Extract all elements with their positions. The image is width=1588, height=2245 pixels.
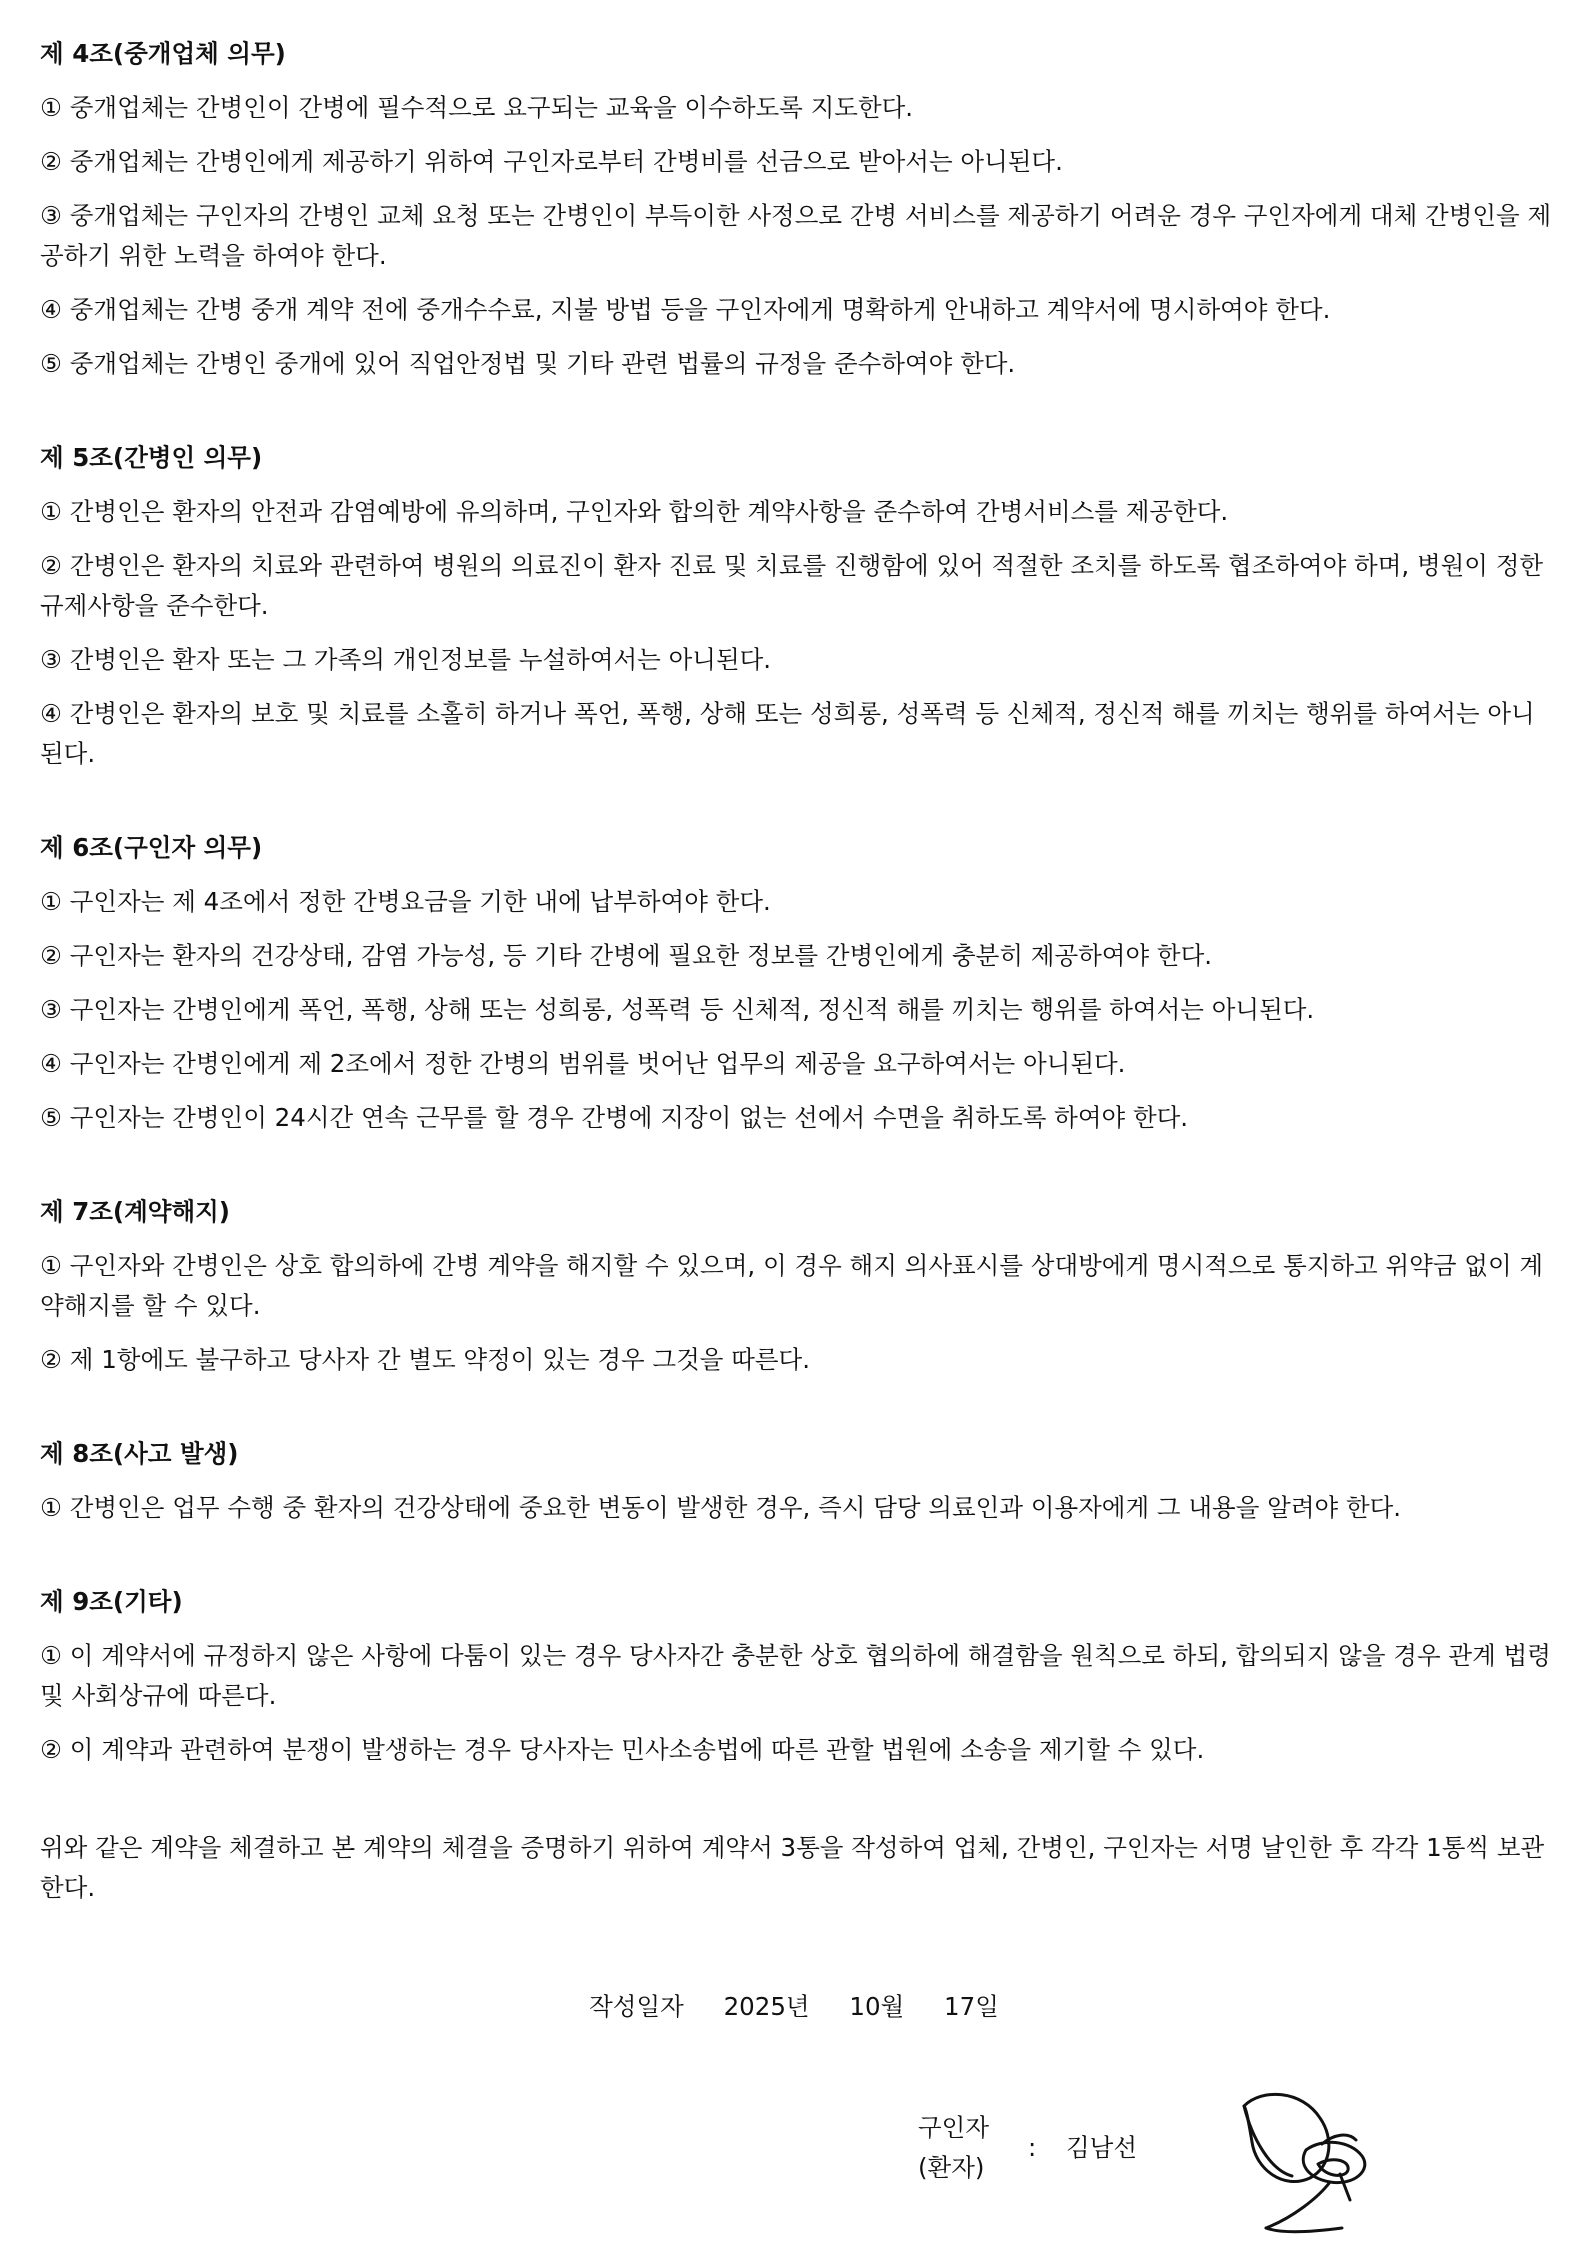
article-clause: ② 이 계약과 관련하여 분쟁이 발생하는 경우 당사자는 민사소송법에 따른 관할 법원에 소송을 제기할 수 있다. bbox=[40, 1735, 1205, 1764]
date-line bbox=[0, 1988, 1588, 2023]
article-clause: ③ 중개업체는 구인자의 간병인 교체 요청 또는 간병인이 부득이한 사정으로 간병 서비스를 제공하기 어려운 경우 구인자에게 대체 간병인을 제공하기 위한 노력을 하여야 한다. bbox=[40, 201, 1552, 270]
signer-role-line2: (환자) bbox=[918, 2153, 985, 2182]
article-clause: ② 간병인은 환자의 치료와 관련하여 병원의 의료진이 환자 진료 및 치료를 진행함에 있어 적절한 조치를 하도록 협조하여야 하며, 병원이 정한 규제사항을 준수한다. bbox=[40, 551, 1544, 620]
article-clause: ① 간병인은 업무 수행 중 환자의 건강상태에 중요한 변동이 발생한 경우, 즉시 담당 의료인과 이용자에게 그 내용을 알려야 한다. bbox=[40, 1493, 1402, 1522]
article-clause: ④ 간병인은 환자의 보호 및 치료를 소홀히 하거나 폭언, 폭행, 상해 또는 성희롱, 성폭력 등 신체적, 정신적 해를 끼치는 행위를 하여서는 아니된다. bbox=[40, 699, 1535, 768]
article-clause: ① 구인자와 간병인은 상호 합의하에 간병 계약을 해지할 수 있으며, 이 경우 해지 의사표시를 상대방에게 명시적으로 통지하고 위약금 없이 계약해지를 할 수 있다. bbox=[40, 1251, 1544, 1320]
article-section bbox=[40, 1434, 1555, 1528]
article-section bbox=[40, 1582, 1555, 1770]
article-section bbox=[40, 1192, 1555, 1380]
handwritten-signature bbox=[1222, 2078, 1402, 2238]
article-section bbox=[40, 828, 1555, 1138]
article-clause: ② 제 1항에도 불구하고 당사자 간 별도 약정이 있는 경우 그것을 따른다. bbox=[40, 1345, 811, 1374]
article-clause: ① 중개업체는 간병인이 간병에 필수적으로 요구되는 교육을 이수하도록 지도한다. bbox=[40, 93, 914, 122]
article-clause: ① 이 계약서에 규정하지 않은 사항에 다툼이 있는 경우 당사자간 충분한 상호 협의하에 해결함을 원칙으로 하되, 합의되지 않을 경우 관계 법령 및 사회상규에 따른다. bbox=[40, 1641, 1551, 1710]
article-clause: ① 간병인은 환자의 안전과 감염예방에 유의하며, 구인자와 합의한 계약사항을 준수하여 간병서비스를 제공한다. bbox=[40, 497, 1229, 526]
article-title: 제 5조(간병인 의무) bbox=[40, 443, 263, 472]
date-month: 10월 bbox=[849, 1992, 905, 2021]
article-title: 제 7조(계약해지) bbox=[40, 1197, 230, 1226]
article-title: 제 9조(기타) bbox=[40, 1587, 183, 1616]
article-title: 제 8조(사고 발생) bbox=[40, 1439, 239, 1468]
date-day: 17일 bbox=[944, 1992, 999, 2021]
article-clause: ⑤ 구인자는 간병인이 24시간 연속 근무를 할 경우 간병에 지장이 없는 선에서 수면을 취하도록 하여야 한다. bbox=[40, 1103, 1189, 1132]
article-title: 제 4조(중개업체 의무) bbox=[40, 39, 286, 68]
article-clause: ② 중개업체는 간병인에게 제공하기 위하여 구인자로부터 간병비를 선금으로 받아서는 아니된다. bbox=[40, 147, 1063, 176]
article-title: 제 6조(구인자 의무) bbox=[40, 833, 263, 862]
article-clause: ③ 간병인은 환자 또는 그 가족의 개인정보를 누설하여서는 아니된다. bbox=[40, 645, 772, 674]
article-clause: ⑤ 중개업체는 간병인 중개에 있어 직업안정법 및 기타 관련 법률의 규정을 준수하여야 한다. bbox=[40, 349, 1016, 378]
date-year: 2025년 bbox=[723, 1992, 810, 2021]
article-clause: ④ 중개업체는 간병 중개 계약 전에 중개수수료, 지불 방법 등을 구인자에게 명확하게 안내하고 계약서에 명시하여야 한다. bbox=[40, 295, 1331, 324]
contract-articles bbox=[40, 34, 1555, 1770]
date-label: 작성일자 bbox=[589, 1992, 684, 2021]
signer-colon: : bbox=[1028, 2133, 1037, 2162]
article-clause: ④ 구인자는 간병인에게 제 2조에서 정한 간병의 범위를 벗어난 업무의 제공을 요구하여서는 아니된다. bbox=[40, 1049, 1126, 1078]
article-clause: ③ 구인자는 간병인에게 폭언, 폭행, 상해 또는 성희롱, 성폭력 등 신체적, 정신적 해를 끼치는 행위를 하여서는 아니된다. bbox=[40, 995, 1315, 1024]
article-clause: ① 구인자는 제 4조에서 정한 간병요금을 기한 내에 납부하여야 한다. bbox=[40, 887, 771, 916]
signer-name: 김남선 bbox=[1066, 2133, 1138, 2162]
article-clause: ② 구인자는 환자의 건강상태, 감염 가능성, 등 기타 간병에 필요한 정보를 간병인에게 충분히 제공하여야 한다. bbox=[40, 941, 1213, 970]
signer-role-line1: 구인자 bbox=[918, 2113, 990, 2142]
article-section bbox=[40, 438, 1555, 774]
closing-statement: 위와 같은 계약을 체결하고 본 계약의 체결을 증명하기 위하여 계약서 3통을 작성하여 업체, 간병인, 구인자는 서명 날인한 후 각각 1통씩 보관한다. bbox=[40, 1833, 1545, 1902]
article-section bbox=[40, 34, 1555, 384]
signer-role bbox=[918, 2108, 989, 2188]
